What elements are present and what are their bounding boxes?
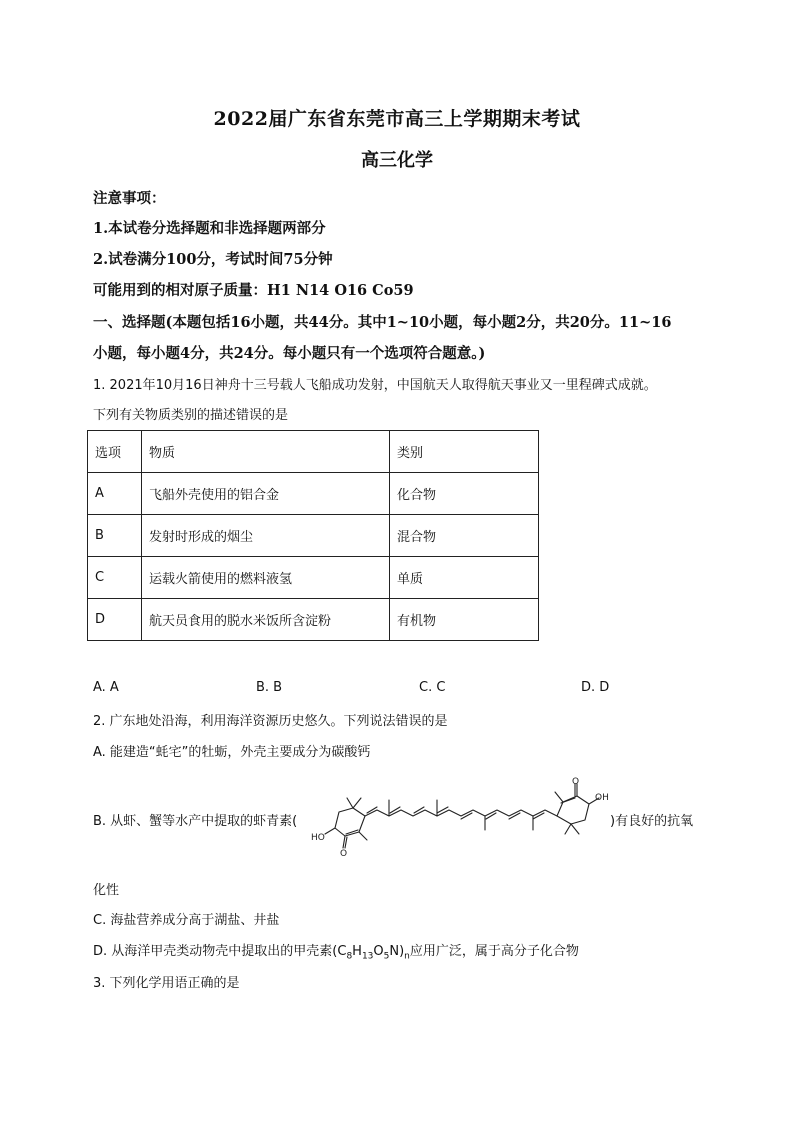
table-cell: C — [88, 557, 142, 599]
formula-subscript: n — [404, 951, 410, 962]
table-cell: 航天员食用的脱水米饭所含淀粉 — [142, 599, 390, 641]
notice-item-1: 1.本试卷分选择题和非选择题两部分 — [93, 220, 326, 237]
q1-option-b: B. B — [256, 680, 283, 695]
q1-option-a: A. A — [93, 680, 119, 695]
table-row — [88, 473, 539, 515]
q2-option-b-continuation: 化性 — [93, 883, 120, 898]
formula-subscript: 13 — [361, 951, 374, 962]
q2-option-b-suffix: )有良好的抗氧 — [610, 814, 694, 829]
carbonyl-label-top: O — [572, 777, 580, 787]
q2-option-a: A. 能建造“蚝宅”的牡蛎，外壳主要成分为碳酸钙 — [93, 745, 371, 760]
table-cell: 混合物 — [390, 515, 539, 557]
formula-part: O — [373, 944, 384, 959]
table-cell: 化合物 — [390, 473, 539, 515]
hydroxyl-label-right: OH — [595, 793, 609, 803]
table-row — [88, 557, 539, 599]
table-header-cell: 选项 — [88, 431, 142, 473]
formula-part: H — [352, 944, 362, 959]
q2-option-d-suffix: 应用广泛，属于高分子化合物 — [409, 944, 579, 959]
notice-heading: 注意事项： — [93, 190, 166, 207]
section-heading-line-1: 一、选择题(本题包括16小题，共44分。其中1~10小题，每小题2分，共20分。11~16 — [93, 314, 672, 331]
atomic-mass-line: 可能用到的相对原子质量：H1 N14 O16 Co59 — [93, 282, 414, 299]
table-cell: 单质 — [390, 557, 539, 599]
q1-table — [87, 430, 539, 641]
q1-stem-line-1: 1. 2021年10月16日神舟十三号载人飞船成功发射，中国航天人取得航天事业又一里程碑式成就。 — [93, 378, 657, 393]
table-row — [88, 515, 539, 557]
table-cell: A — [88, 473, 142, 515]
hydroxyl-label-left: HO — [311, 833, 325, 843]
q1-stem-line-2: 下列有关物质类别的描述错误的是 — [93, 408, 289, 423]
table-cell: 运载火箭使用的燃料液氢 — [142, 557, 390, 599]
q2-option-b-prefix: B. 从虾、蟹等水产中提取的虾青素( — [93, 814, 298, 829]
table-header-row — [88, 431, 539, 473]
q2-stem: 2. 广东地处沿海，利用海洋资源历史悠久。下列说法错误的是 — [93, 714, 448, 729]
q3-stem: 3. 下列化学用语正确的是 — [93, 976, 240, 991]
table-cell: 飞船外壳使用的铝合金 — [142, 473, 390, 515]
table-header-cell: 物质 — [142, 431, 390, 473]
q1-option-c: C. C — [419, 680, 446, 695]
astaxanthin-structure-diagram — [303, 776, 613, 858]
table-header-cell: 类别 — [390, 431, 539, 473]
page-title: 2022届广东省东莞市高三上学期期末考试 — [213, 108, 581, 130]
table-row — [88, 599, 539, 641]
table-cell: 发射时形成的烟尘 — [142, 515, 390, 557]
formula-subscript: 5 — [383, 951, 390, 962]
table-cell: D — [88, 599, 142, 641]
formula-subscript: 8 — [346, 951, 353, 962]
table-cell: B — [88, 515, 142, 557]
q2-option-c: C. 海盐营养成分高于湖盐、井盐 — [93, 913, 280, 928]
carbonyl-label-bottom: O — [340, 849, 348, 858]
q1-option-d: D. D — [581, 680, 610, 695]
q2-option-d-prefix: D. 从海洋甲壳类动物壳中提取出的甲壳素(C — [93, 944, 347, 959]
section-heading-line-2: 小题，每小题4分，共24分。每小题只有一个选项符合题意。) — [93, 345, 486, 362]
formula-part: N) — [389, 944, 405, 959]
table-cell: 有机物 — [390, 599, 539, 641]
page-subtitle: 高三化学 — [361, 150, 433, 171]
notice-item-2: 2.试卷满分100分，考试时间75分钟 — [93, 251, 333, 268]
q2-option-d — [93, 940, 579, 962]
